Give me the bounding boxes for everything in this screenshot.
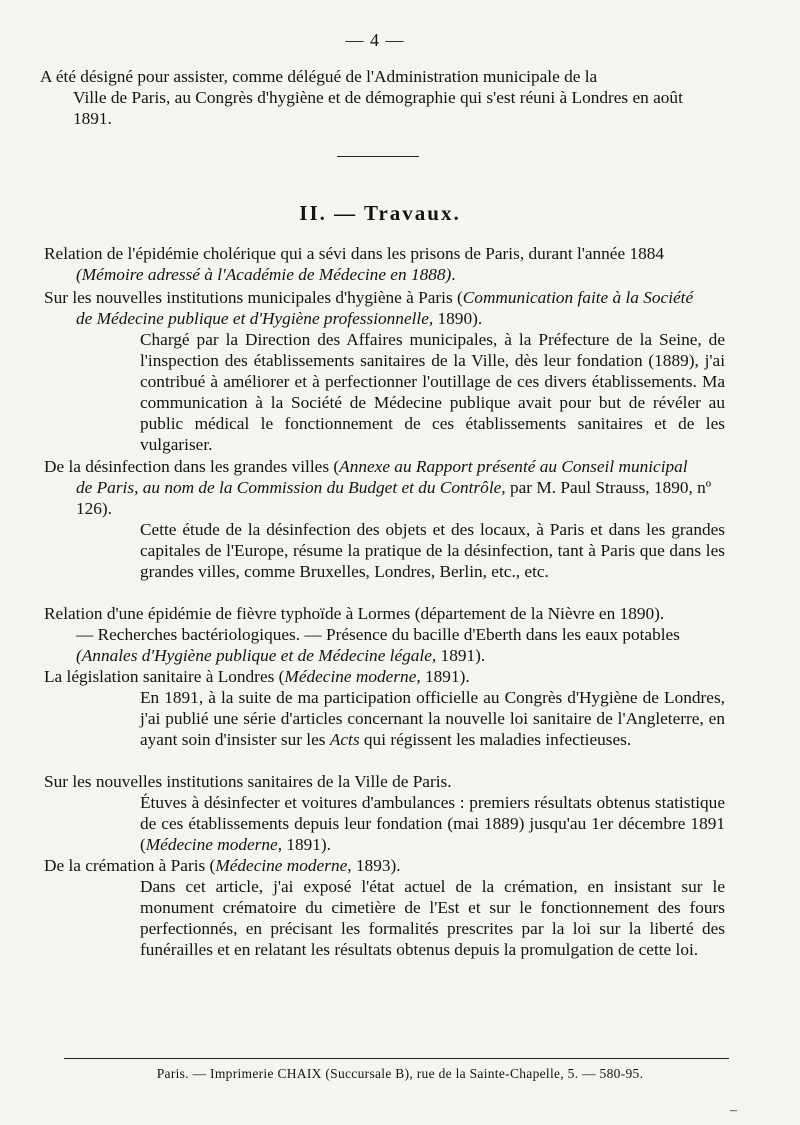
entry-source: (Mémoire adressé à l'Académie de Médecine en 1888) <box>76 265 452 284</box>
entry-typhoide: Relation d'une épidémie de fièvre typhoïde à Lormes (département de la Nièvre en 1890). — Recherches bactériologiques. — Présence du bacille d'Eberth dans les eaux potables (Annales d'Hygiène publique et de Médecine légale, 1891). <box>44 603 724 666</box>
entry-source: de Médecine publique et d'Hygiène professionnelle, <box>76 309 434 328</box>
entry-institutions-hygiene: Sur les nouvelles institutions municipales d'hygiène à Paris (Communication faite à la Société de Médecine publique et d'Hygiène professionnelle, 1890). <box>44 288 694 328</box>
section-heading: II. — Travaux. <box>299 201 461 225</box>
entry-title: Relation de l'épidémie cholérique qui a sévi dans les prisons de Paris, durant l'année 1884 <box>44 244 665 263</box>
printer-imprint: Paris. — Imprimerie CHAIX (Succursale B), rue de la Sainte-Chapelle, 5. — 580-95. <box>156 1066 644 1081</box>
entry-description: Cette étude de la désinfection des objets et des locaux, à Paris et dans les grandes capitales de l'Europe, résume la pratique de la désinfection, tant à Paris que dans les grandes villes, comme Bruxelles, Londres, Berlin, etc., etc. <box>140 520 725 581</box>
entry-institutions-sanitaires <box>44 771 724 792</box>
entry-title: Sur les nouvelles institutions municipales d'hygiène à Paris ( <box>44 288 463 307</box>
entry-description: Dans cet article, j'ai exposé l'état actuel de la crémation, en insistant sur le monument crématoire du cimetière de l'Est et sur le fonctionnement des fours perfectionnés, en précisant les formalités prescrites par la loi sur la liberté des funérailles et en relatant les résultats obtenus depuis la promulgation de cette loi. <box>140 877 725 959</box>
entry-title: De la désinfection dans les grandes villes ( <box>44 457 340 476</box>
entry-title: De la crémation à Paris ( <box>44 856 216 875</box>
entry-description: En 1891, à la suite de ma participation officielle au Congrès d'Hygiène de Londres, j'ai publié une série d'articles concernant la nouvelle loi sanitaire de l'Angleterre, en ayant soin d'insister sur les Acts qui régissent les maladies infectieuses. <box>140 688 725 749</box>
entry-legislation-londres: La législation sanitaire à Londres (Médecine moderne, 1891). <box>44 667 470 686</box>
entry-cremation: De la crémation à Paris (Médecine moderne, 1893). <box>44 856 401 875</box>
intro-first-line: A été désigné pour assister, comme délégué de l'Administration municipale de la <box>40 67 598 86</box>
entry-source: de Paris, au nom de la Commission du Budget et du Contrôle, <box>76 478 506 497</box>
intro-rest: Ville de Paris, au Congrès d'hygiène et de démographie qui s'est réuni à Londres en août 1891. <box>73 88 683 128</box>
entry-cholera: Relation de l'épidémie cholérique qui a sévi dans les prisons de Paris, durant l'année 1884 (Mémoire adressé à l'Académie de Médecine en 1888). <box>44 243 724 285</box>
page-number: — 4 — <box>345 30 405 50</box>
intro-paragraph <box>40 66 720 129</box>
entry-desinfection: De la désinfection dans les grandes villes (Annexe au Rapport présenté au Conseil municipal de Paris, au nom de la Commission du Budget et du Contrôle, par M. Paul Strauss, 1890, nº 126). <box>44 457 712 518</box>
footer-rule <box>64 1058 729 1059</box>
dash-mark: – <box>730 1103 737 1118</box>
entry-source: (Annales d'Hygiène publique et de Médecine légale, <box>76 646 437 665</box>
separator-rule <box>337 156 419 157</box>
entry-description: Chargé par la Direction des Affaires municipales, à la Préfecture de la Seine, de l'inspection des établissements sanitaires de la Ville, dès leur fondation (1889), j'ai contribué à améliorer et à perfectionner l'outillage de ces divers établissements. Ma communication à la Société de Médecine publique avait pour but de révéler au public médical le fonctionnement de ces établissements sanitaires et de les vulgariser. <box>140 330 725 454</box>
entry-title: Sur les nouvelles institutions sanitaires de la Ville de Paris. <box>44 772 452 791</box>
entry-description: Étuves à désinfecter et voitures d'ambulances : premiers résultats obtenus statistique de ces établissements depuis leur fondation (mai 1889) jusqu'au 1er décembre 1891 (Médecine moderne, 1891). <box>140 793 725 854</box>
entry-title: Relation d'une épidémie de fièvre typhoïde à Lormes (département de la Nièvre en 1890). <box>44 604 665 623</box>
entry-title: La législation sanitaire à Londres ( <box>44 667 285 686</box>
